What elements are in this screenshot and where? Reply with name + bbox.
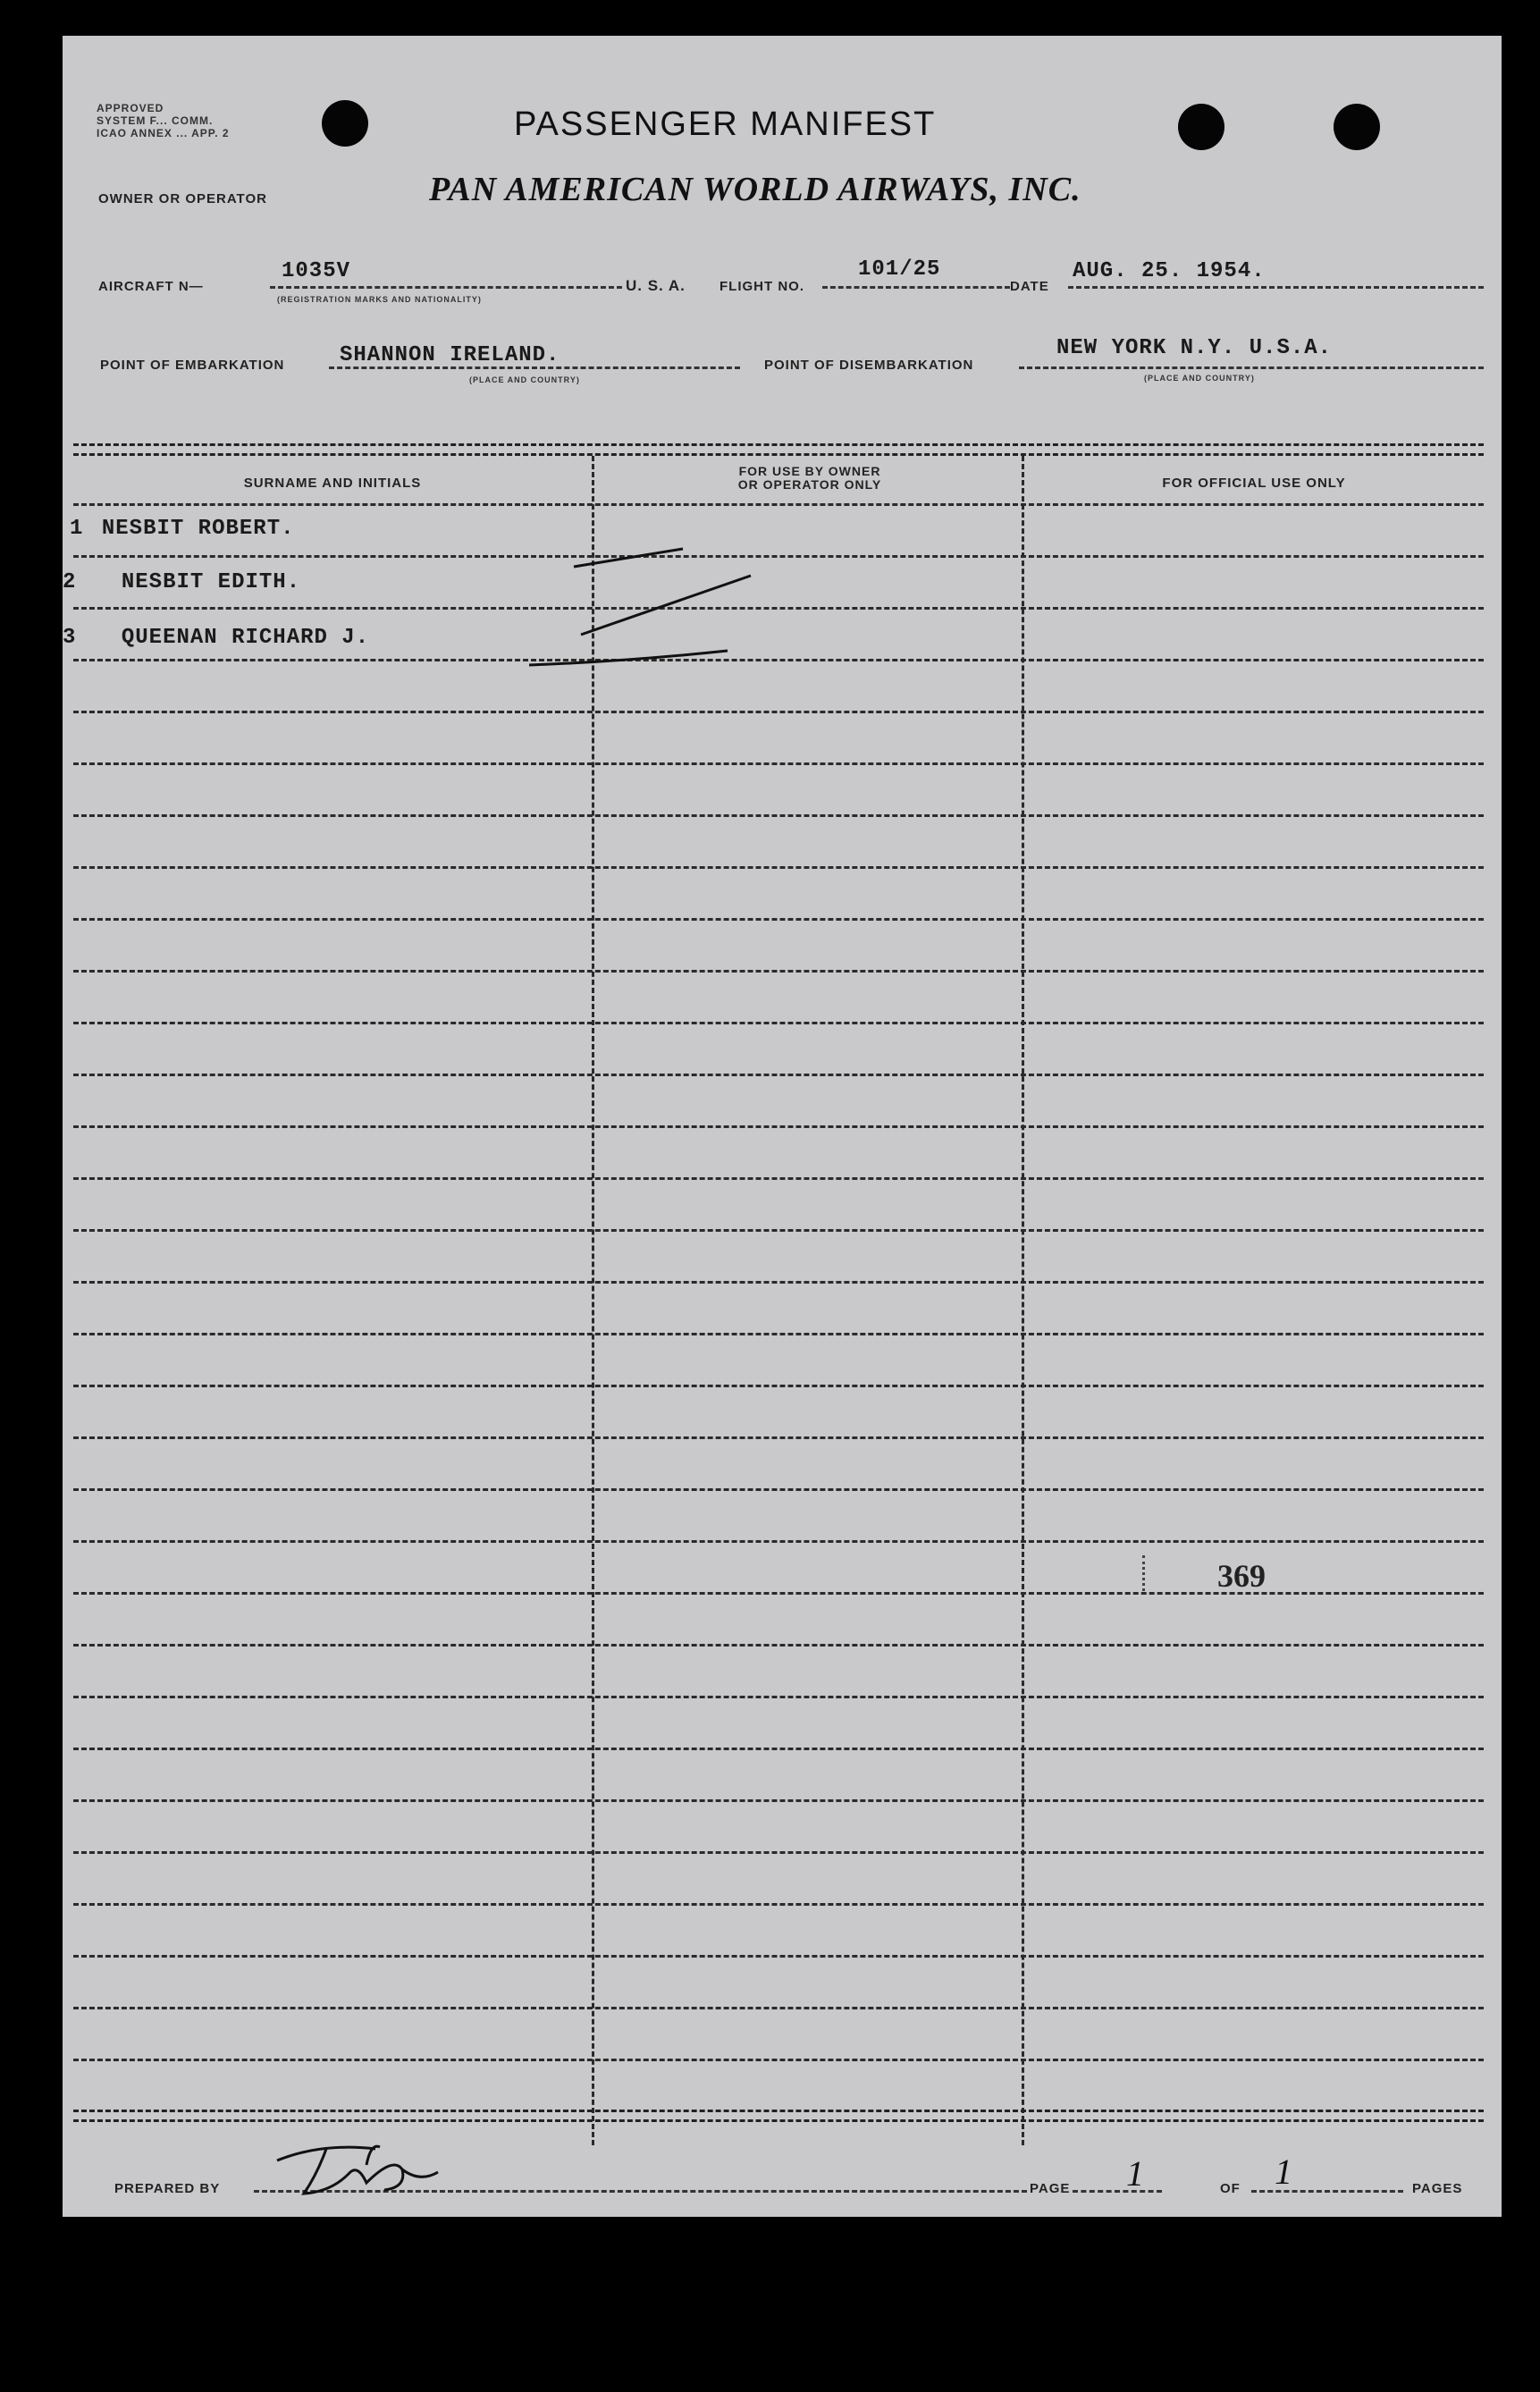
owner-label: OWNER OR OPERATOR <box>98 191 267 206</box>
passenger-name: NESBIT ROBERT. <box>101 517 295 541</box>
row-rule <box>73 1955 1484 1958</box>
embark-caption: (PLACE AND COUNTRY) <box>469 375 580 384</box>
row-rule <box>73 1125 1484 1128</box>
row-rule <box>73 1281 1484 1284</box>
row-rule <box>73 555 1484 558</box>
disembark-label: POINT OF DISEMBARKATION <box>764 358 974 373</box>
passenger-number: 2 <box>63 570 77 594</box>
manifest-sheet <box>63 36 1502 2217</box>
punch-hole <box>1334 104 1380 150</box>
row-rule <box>73 1644 1484 1647</box>
approval-line: ICAO ANNEX ... APP. 2 <box>97 127 230 139</box>
row-rule <box>73 2007 1484 2009</box>
row-rule <box>73 1385 1484 1387</box>
flight-value: 101/25 <box>858 257 941 282</box>
column-divider <box>592 456 594 2145</box>
pages-label: PAGES <box>1412 2181 1463 2196</box>
row-rule <box>73 1177 1484 1180</box>
column-header-owner-use <box>595 465 1024 492</box>
passenger-number: 1 <box>70 517 84 541</box>
passenger-number: 3 <box>63 626 77 650</box>
operator-name: PAN AMERICAN WORLD AIRWAYS, INC. <box>429 171 1081 208</box>
row-rule <box>73 1748 1484 1750</box>
aircraft-value: 1035V <box>282 259 351 283</box>
of-label: OF <box>1220 2181 1241 2196</box>
row-rule <box>73 659 1484 661</box>
row-rule <box>73 1540 1484 1543</box>
signature <box>268 2138 465 2201</box>
row-rule <box>73 1229 1484 1232</box>
row-rule <box>73 1074 1484 1076</box>
page-title: PASSENGER MANIFEST <box>514 105 937 143</box>
row-rule <box>73 1022 1484 1024</box>
row-rule <box>73 866 1484 869</box>
row-rule <box>73 762 1484 765</box>
prepared-label: PREPARED BY <box>114 2181 221 2196</box>
disembark-caption: (PLACE AND COUNTRY) <box>1144 374 1255 383</box>
row-rule <box>73 503 1484 506</box>
page-value: 1 <box>1126 2153 1144 2194</box>
flight-label: FLIGHT NO. <box>720 279 804 294</box>
approval-block <box>97 102 230 139</box>
usa-label: U. S. A. <box>626 277 686 294</box>
row-rule <box>73 1488 1484 1491</box>
table-row <box>63 626 369 650</box>
page-label: PAGE <box>1030 2181 1071 2196</box>
column-divider <box>1022 456 1024 2145</box>
column-header-surname: SURNAME AND INITIALS <box>243 476 422 491</box>
stamp-mark <box>1142 1555 1148 1591</box>
column-header-official: FOR OFFICIAL USE ONLY <box>1162 476 1346 491</box>
row-rule <box>73 2059 1484 2061</box>
passenger-name: NESBIT EDITH. <box>121 570 301 594</box>
row-rule <box>73 970 1484 973</box>
date-label: DATE <box>1010 279 1049 294</box>
row-rule <box>73 814 1484 817</box>
stamp-number: 369 <box>1217 1558 1266 1594</box>
embark-value: SHANNON IRELAND. <box>340 343 560 367</box>
approval-line: APPROVED <box>97 102 164 114</box>
table-row <box>63 570 300 594</box>
passenger-name: QUEENAN RICHARD J. <box>121 626 370 650</box>
approval-line: SYSTEM F... COMM. <box>97 114 214 127</box>
column-header-owner-line: FOR USE BY OWNER <box>738 464 881 478</box>
row-rule <box>73 1903 1484 1906</box>
of-value: 1 <box>1275 2152 1292 2192</box>
row-rule <box>73 918 1484 921</box>
column-header-owner-line: OR OPERATOR ONLY <box>737 477 882 492</box>
pen-marks <box>492 501 760 679</box>
row-rule <box>73 1592 1484 1595</box>
row-rule <box>73 1851 1484 1854</box>
punch-hole <box>322 100 368 147</box>
embark-label: POINT OF EMBARKATION <box>100 358 285 373</box>
table-bottom-rule <box>73 2110 1484 2122</box>
punch-hole <box>1178 104 1224 150</box>
row-rule <box>73 1436 1484 1439</box>
row-rule <box>73 711 1484 713</box>
row-rule <box>73 607 1484 610</box>
table-row <box>70 517 295 541</box>
row-rule <box>73 1696 1484 1698</box>
row-rule <box>73 1799 1484 1802</box>
aircraft-label: AIRCRAFT N— <box>98 279 204 294</box>
date-value: AUG. 25. 1954. <box>1073 259 1266 283</box>
table-top-rule <box>73 443 1484 456</box>
row-rule <box>73 1333 1484 1335</box>
disembark-value: NEW YORK N.Y. U.S.A. <box>1056 336 1333 360</box>
aircraft-caption: (REGISTRATION MARKS AND NATIONALITY) <box>277 295 482 304</box>
